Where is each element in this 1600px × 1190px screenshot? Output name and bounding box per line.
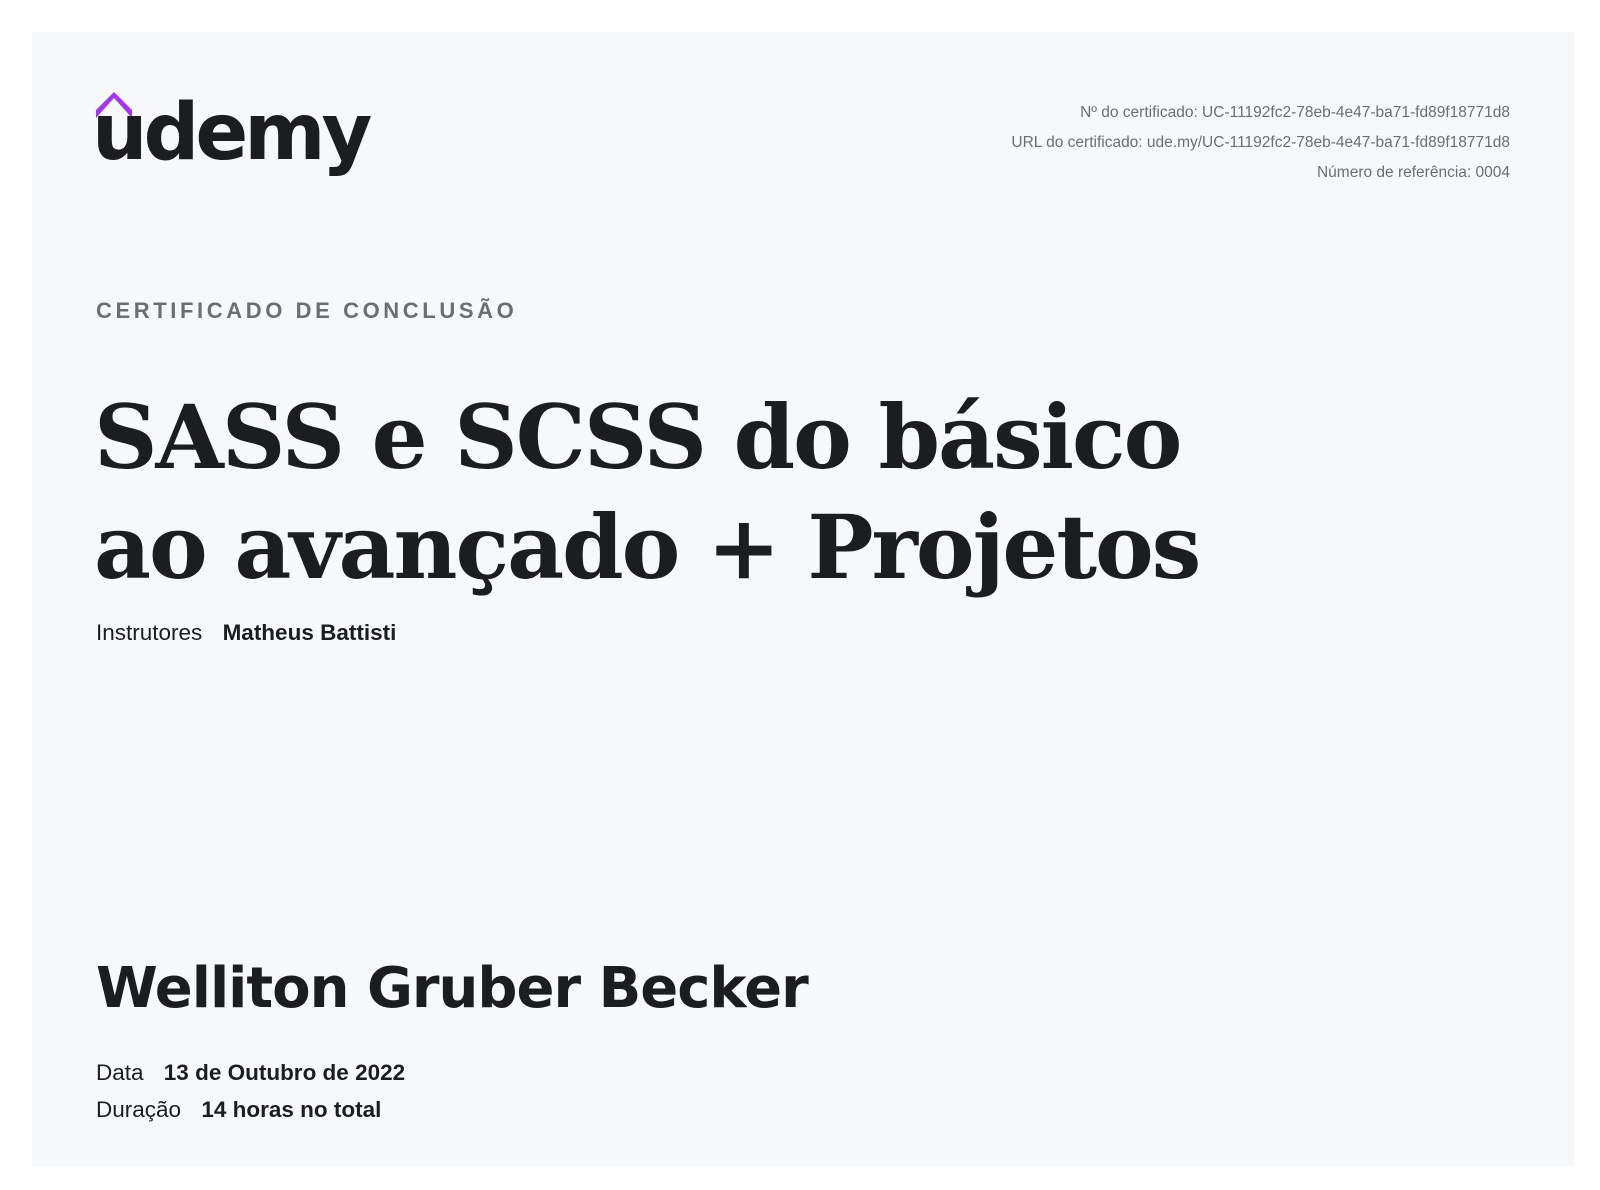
completion-details bbox=[96, 1054, 405, 1128]
instructors-label: Instrutores bbox=[96, 620, 203, 645]
date-label: Data bbox=[96, 1060, 144, 1085]
udemy-logo bbox=[92, 88, 369, 202]
certificate-page bbox=[32, 32, 1574, 1166]
certificate-url[interactable]: URL do certificado: ude.my/UC-11192fc2-78eb-4e47-ba71-fd89f18771d8 bbox=[1011, 134, 1510, 151]
duration-value: 14 horas no total bbox=[201, 1097, 382, 1122]
duration-label: Duração bbox=[96, 1097, 182, 1122]
logo-wordmark: udemy bbox=[92, 88, 369, 178]
date-row bbox=[96, 1054, 405, 1091]
certificate-heading: CERTIFICADO DE CONCLUSÃO bbox=[96, 298, 518, 323]
date-value: 13 de Outubro de 2022 bbox=[163, 1060, 406, 1085]
duration-row bbox=[96, 1091, 405, 1128]
course-title: SASS e SCSS do básico ao avançado + Projetos bbox=[94, 385, 1200, 599]
instructor-name: Matheus Battisti bbox=[222, 620, 397, 645]
instructors-line bbox=[96, 620, 396, 646]
certificate-meta bbox=[1011, 98, 1510, 188]
certificate-number: Nº do certificado: UC-11192fc2-78eb-4e47-ba71-fd89f18771d8 bbox=[1080, 104, 1510, 121]
reference-number: Número de referência: 0004 bbox=[1316, 164, 1510, 181]
student-name: Welliton Gruber Becker bbox=[96, 956, 808, 1021]
